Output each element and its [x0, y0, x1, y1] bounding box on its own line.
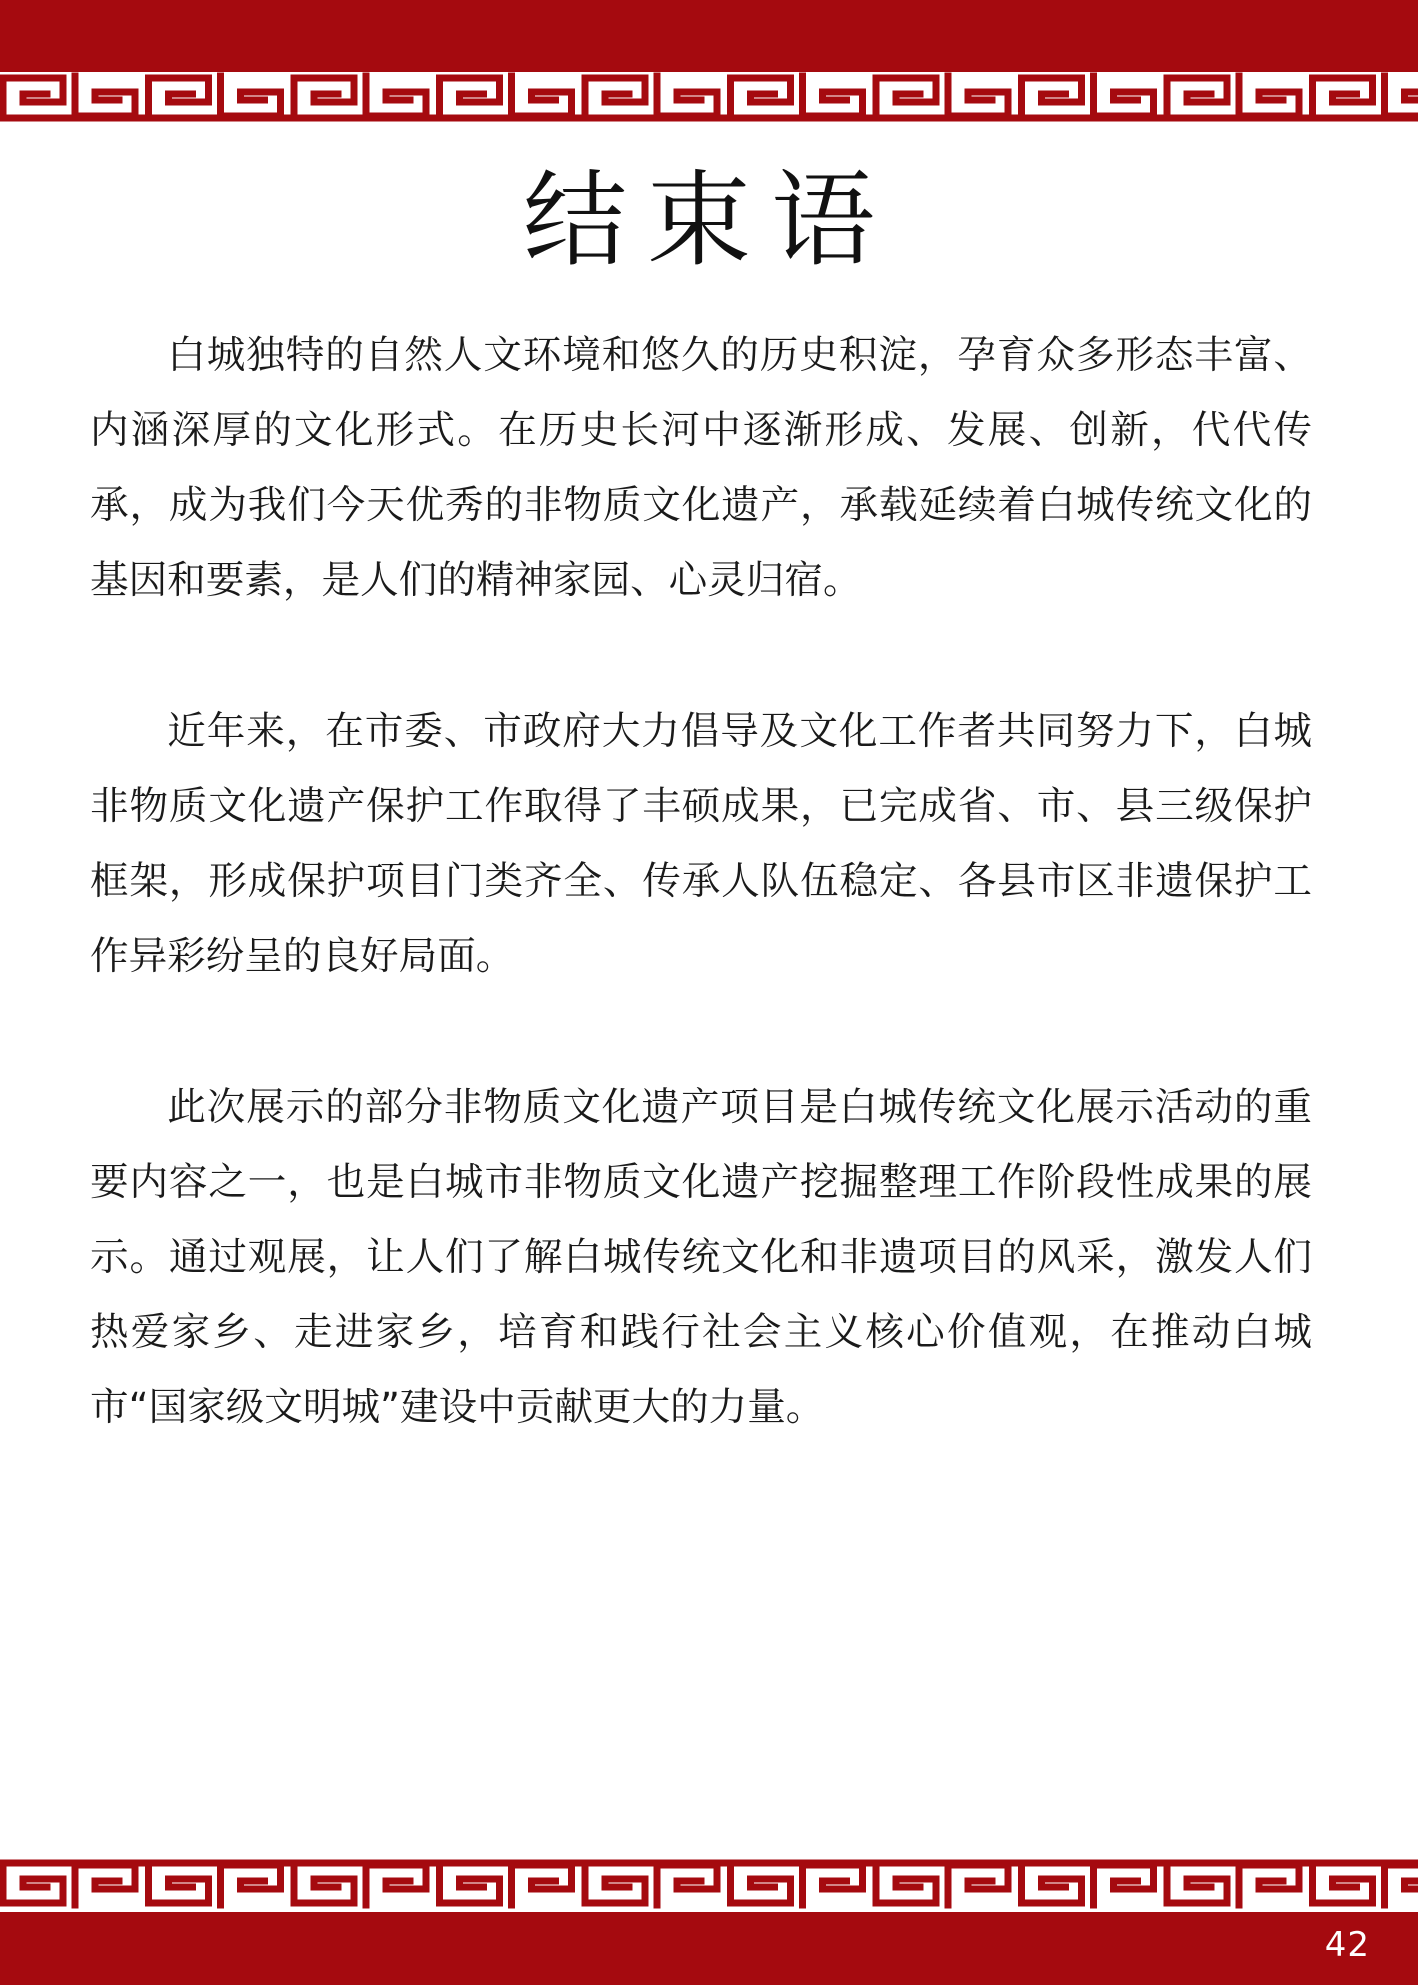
- top-fret-border: [0, 72, 1418, 122]
- top-red-band: [0, 0, 1418, 72]
- paragraph-1: 白城独特的自然人文环境和悠久的历史积淀，孕育众多形态丰富、内涵深厚的文化形式。在历史长河中逐渐形成、发展、创新，代代传承，成为我们今天优秀的非物质文化遗产，承载延续着白城传统文化的基因和要素，是人们的精神家园、心灵归宿。: [90, 333, 1312, 603]
- bottom-red-band: [0, 1912, 1418, 1985]
- paragraph-2: 近年来，在市委、市政府大力倡导及文化工作者共同努力下，白城非物质文化遗产保护工作取得了丰硕成果，已完成省、市、县三级保护框架，形成保护项目门类齐全、传承人队伍稳定、各县市区非遗保护工作异彩纷呈的良好局面。: [90, 709, 1312, 979]
- bottom-fret-border: [0, 1859, 1418, 1909]
- page-title: 结束语: [522, 159, 895, 281]
- body-text: [90, 318, 1312, 1521]
- paragraph-3: 此次展示的部分非物质文化遗产项目是白城传统文化展示活动的重要内容之一，也是白城市非物质文化遗产挖掘整理工作阶段性成果的展示。通过观展，让人们了解白城传统文化和非遗项目的风采，激发人们热爱家乡、走进家乡，培育和践行社会主义核心价值观，在推动白城市“国家级文明城”建设中贡献更大的力量。: [90, 1085, 1312, 1430]
- page-number: 42: [1324, 1925, 1370, 1965]
